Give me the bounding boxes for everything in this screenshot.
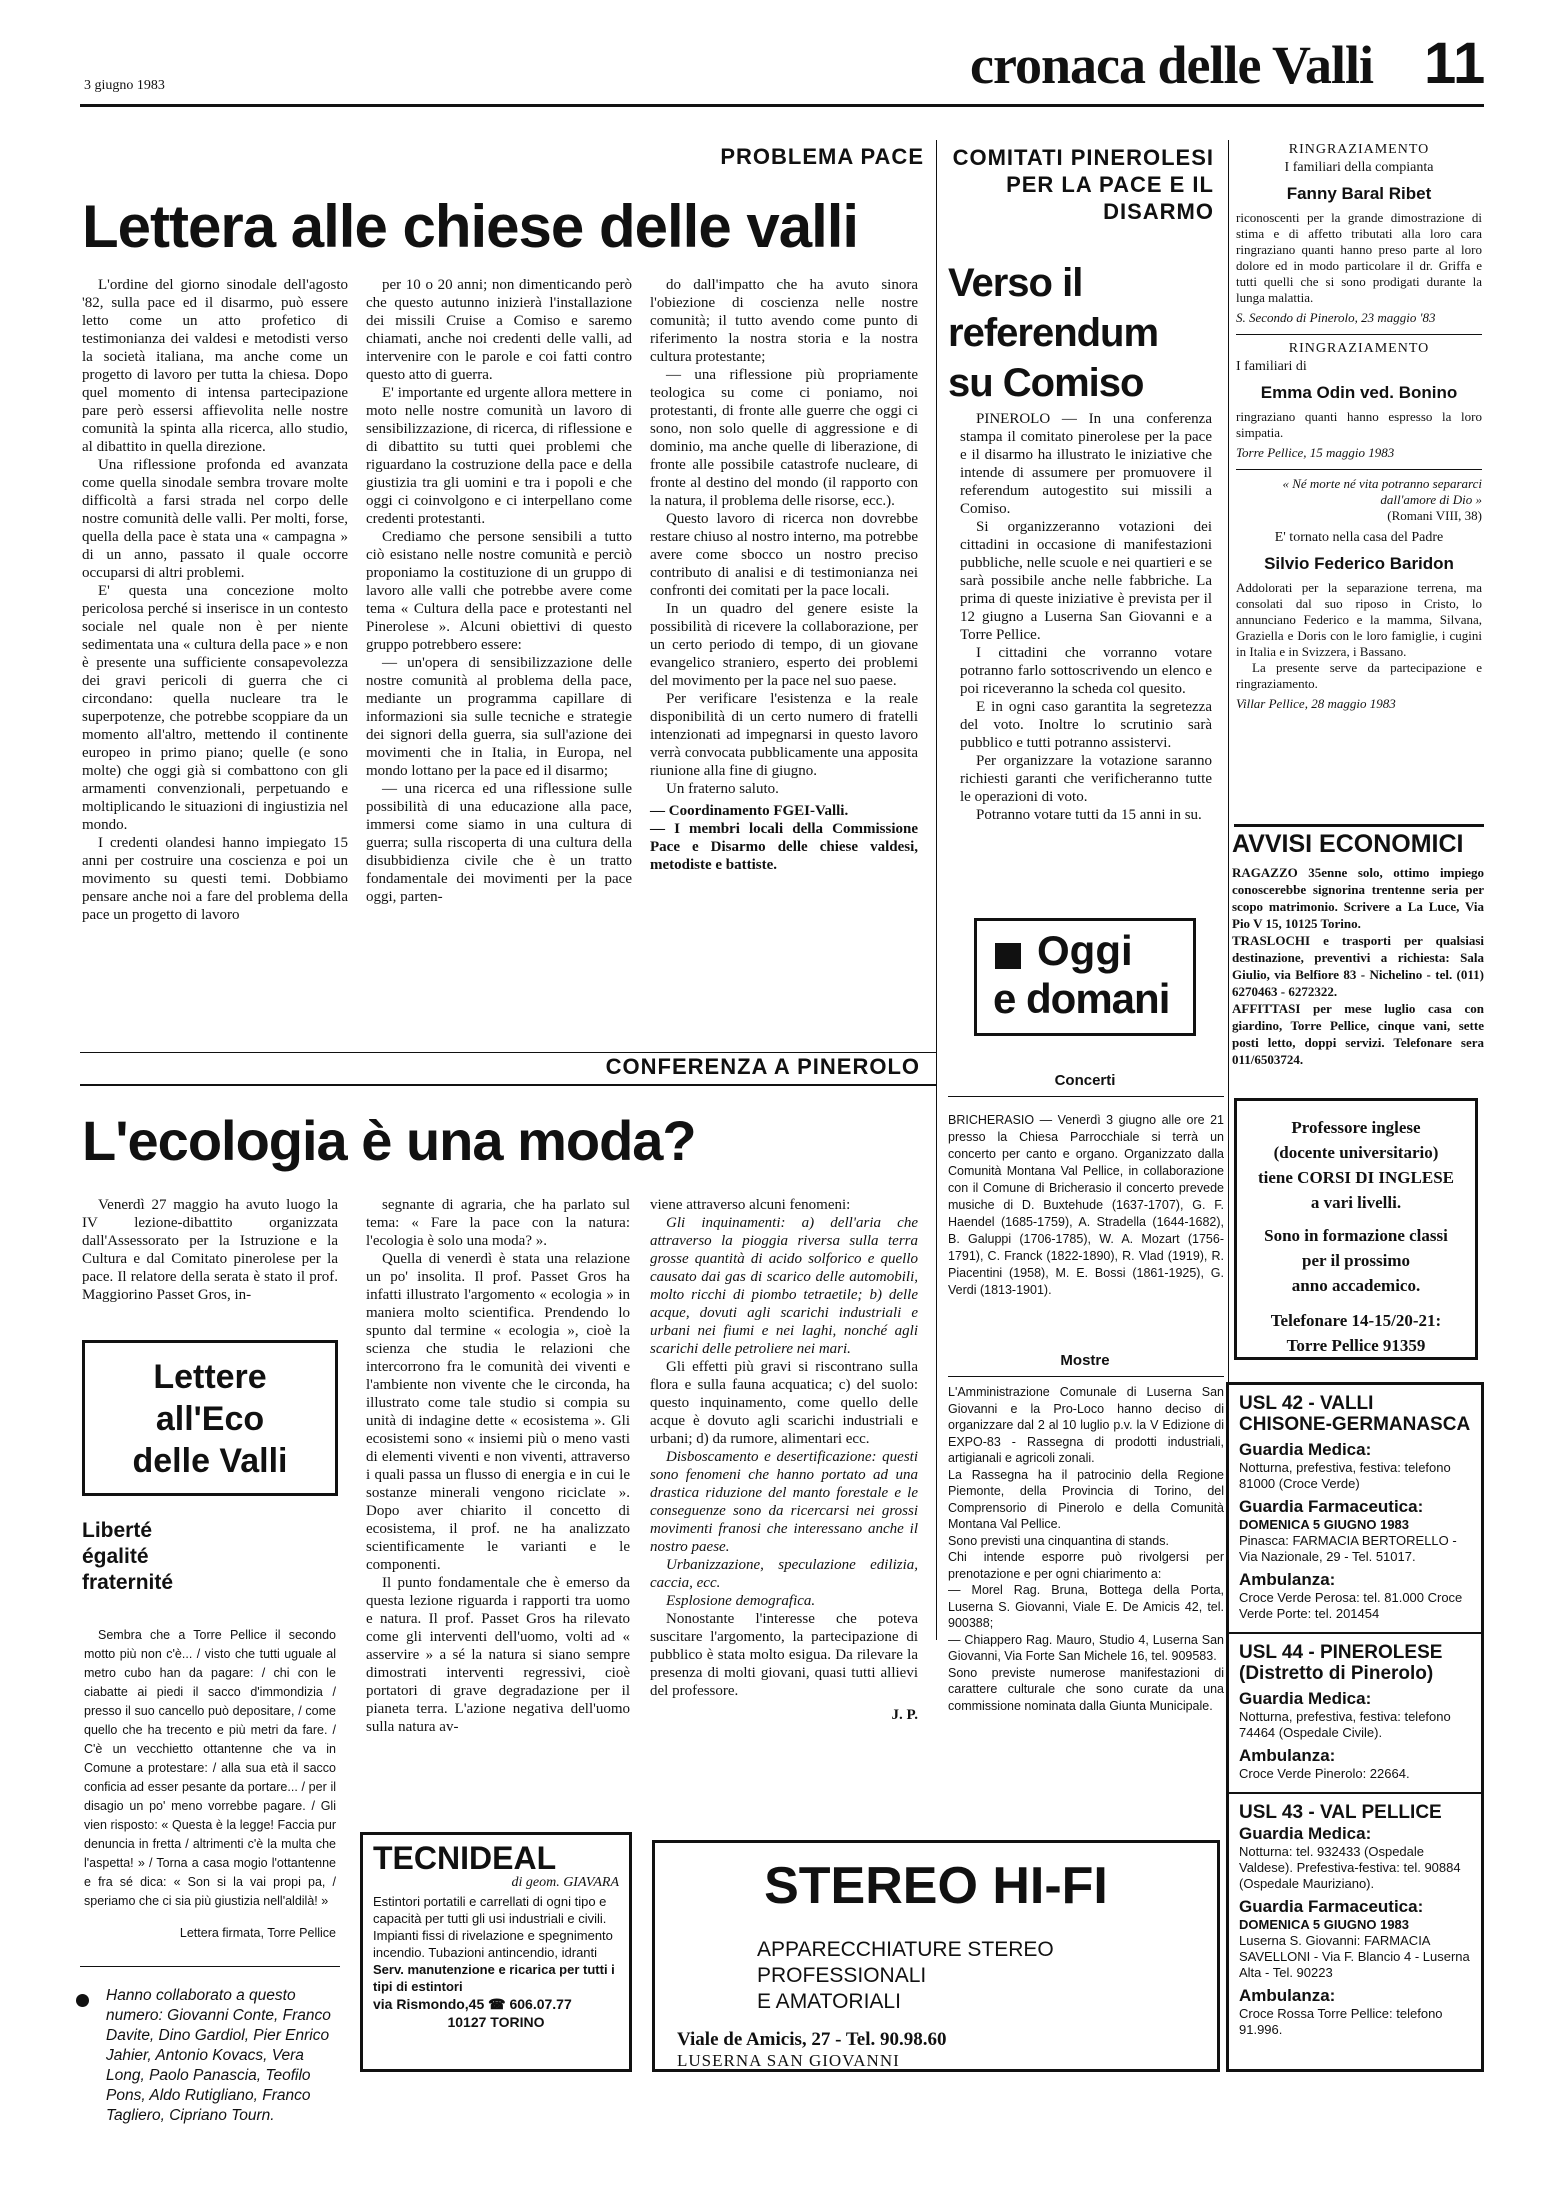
oggi-title: Oggi (1037, 927, 1133, 974)
english-course-ad: Professore inglese (docente universitario) tiene CORSI DI INGLESE a vari livelli. Sono in formazione classi per il prossimo anno accademico. Telefonare 14-15/20-21: Torre Pellice 91359 (1234, 1098, 1478, 1360)
masthead-section: cronaca delle Valli (970, 35, 1374, 95)
article2-title: Verso il referendum su Comiso (948, 261, 1159, 405)
article3-title: L'ecologia è una moda? (82, 1109, 696, 1172)
usl-box: USL 42 - VALLI CHISONE-GERMANASCA Guardia Medica: Notturna, prefestiva, festiva: telefono 81000 (Croce Verde) Guardia Farmaceutica: DOMENICA 5 GIUGNO 1983 Pinasca: FARMACIA BERTORELLO - Via Nazionale, 29 - Tel. 51017. Ambulanza: Croce Verde Perosa: tel. 81.000 Croce Verde Porte: tel. 201454 USL 44 - PINEROLESE (Distretto di Pinerolo) Guardia Medica: Notturna, prefestiva, festiva: telefono 74464 (Ospedale Civile). Ambulanza: Croce Verde Pinerolo: 22664. USL 43 - VAL PELLICE Guardia Medica: Notturna: tel. 932433 (Ospedale Valdese). Prefestiva-festiva: tel. 90884 (Ospedale Mauriziano). Guardia Farmaceutica: DOMENICA 5 GIUGNO 1983 Luserna S. Giovanni: FARMACIA SAVELLONI - Via F. Blancio 4 - Luserna Alta - Tel. 90223 Ambulanza: Croce Rossa Torre Pellice: telefono 91.996. (1226, 1382, 1484, 2072)
tecnideal-ad: TECNIDEAL di geom. GIAVARA Estintori portatili e carrellati di ogni tipo e capacità per tutti gli usi industriali e civili. Impianti fissi di rivelazione e spegnimento incendio. Tubazioni antincendio, idranti Serv. manutenzione e ricarica per tutti i tipi di estintori via Rismondo,45 ☎ 606.07.77 10127 TORINO (360, 1832, 632, 2072)
article1-col2: per 10 o 20 anni; non dimenticando però che questo autunno inizierà l'installazione dei missili Cruise a Comiso e saremo chiamati, anche noi credenti delle valli, ad intervenire con le parole e coi fatti contro questo atto di guerra. E' importante ed urgente allora mettere in moto nelle nostre comunità un lavoro di sensibilizzazione, di ricerca, di riflessione e di dibattito su tutti quei problemi che riguardano la costruzione della pace e della giustizia tra gli uomini e tra i popoli e che oggi ci coinvolgono e ci interpellano come credenti protestanti. Crediamo che persone sensibili a tutto ciò esistano nelle nostre comunità e perciò proponiamo la costituzione di un gruppo di lavoro alle valli che potrebbe avere come tema « Cultura della pace e protestanti nel Pinerolese ». Alcuni obiettivi di questo gruppo potrebbero essere: — un'opera di sensibilizzazione delle nostre comunità al problema della pace, mediante un programma capillare di informazioni sia sulle tecniche e strategie dei signori della guerra, sia sull'azione dei movimenti che in Italia, in Europa, nel mondo lottano per la pace ed il disarmo; — una ricerca ed una riflessione sulle possibilità di una educazione alla pace, immersi come siamo in una cultura di guerra; sulla riscoperta di una cultura della disubbidienza civile che è un tratto fondamentale dei movimenti per la pace oggi, parten- (366, 277, 632, 905)
oggi-domani-box (974, 918, 1196, 1036)
lettere-subtitle: Liberté égalité fraternité (82, 1519, 174, 1594)
concerts-header: Concerti (1054, 1072, 1116, 1089)
article1-signature1: — Coordinamento FGEI-Valli. (650, 803, 849, 819)
ring2-name: Emma Odin ved. Bonino (1260, 383, 1458, 402)
article3-kicker: CONFERENZA A PINEROLO (605, 1054, 920, 1079)
article2-kicker: COMITATI PINEROLESI PER LA PACE E IL DISARMO (952, 145, 1214, 224)
article1-kicker: PROBLEMA PACE (720, 144, 924, 169)
concerts-text: BRICHERASIO — Venerdì 3 giugno alle ore 21 presso la Chiesa Parrocchiale si terrà un concerto per canto e organo. Organizzato dalla Comunità Montana Val Pellice, in collaborazione con il Comune di Bricherasio il concerto prevede musiche di D. Buxtehude (1637-1707), G. F. Haendel (1685-1759), A. Stradella (1644-1682), B. Galuppi (1706-1785), W. A. Mozart (1756-1791), C. Franck (1822-1890), R. Vlad (1919), R. Piacentini (1958), M. E. Bossi (1861-1925), G. Verdi (1813-1901). (948, 1113, 1224, 1297)
masthead-rule (80, 104, 1484, 107)
classifieds-title: AVVISI ECONOMICI (1232, 830, 1464, 858)
classifieds-list: RAGAZZO 35enne solo, ottimo impiego conoscerebbe signorina trentenne seria per scopo matrimonio. Scrivere a La Luce, Via Pio V 15, 10125 Torino. TRASLOCHI e trasporti per qualsiasi destinazione, preventivi a richiesta: Sala Giulio, via Belfiore 83 - Nichelino - tel. (011) 6270463 - 6272322. AFFITTASI per mese luglio casa con giardino, Torre Pellice, cinque vani, sette posti letto, doppi servizi. Telefonare sera 011/6503724. (1232, 865, 1485, 1067)
mostre-text: L'Amministrazione Comunale di Luserna San Giovanni e la Pro-Loco hanno deciso di organizzare dal 2 al 10 luglio p.v. la V Edizione di EXPO-83 - Rassegna di prodotti industriali, artigianali e agricoli zonali. La Rassegna ha il patrocinio della Regione Piemonte, della Provincia di Torino, del Comprensorio di Pinerolo e della Comunità Montana Val Pellice. Sono previsti una cinquantina di stands. Chi intende esporre può rivolgersi per prenotazione e per ogni chiarimento a: — Morel Rag. Bruna, Bottega della Porta, Luserna S. Giovanni, Viale E. De Amicis 42, tel. 900388; — Chiappero Rag. Mauro, Studio 4, Luserna San Giovanni, Via Forte San Michele 16, tel. 909583. Sono previste numerose manifestazioni di carattere culturale che sono curate da una commissione nominata dalla Giunta Municipale. (948, 1385, 1224, 1713)
article3-col2: segnante di agraria, che ha parlato sul tema: « Fare la pace con la natura: l'ecologia è solo una moda? ». Quella di venerdì è stata una relazione un po' insolita. Il prof. Passet Gros ha infatti illustrato l'argomento « ecologia » in maniera molto scientifica. Prendendo lo spunto dal termine « ecologia », cioè la scienza che studia le relazioni che intercorrono fra le comunità dei viventi e l'ambiente non vivente che le circonda, ha illustrato come tale studio si compia su unità di indagine dette « ecosistema ». Gli ecosistemi sono « insiemi più o meno vasti di elementi viventi e non viventi, attraverso i quali passa un flusso di energia e in cui le sostanze minerali vengono riciclate ». Dopo aver chiarito il concetto di ecosistema, il prof. ne ha analizzato scientificamente le varianti e le componenti. Il punto fondamentale che è emerso da questa lezione riguarda i rapporti tra uomo e natura. Il prof. Passet Gros ha rilevato come gli interventi dell'uomo, volti ad « asservire » a sé la natura si siano sempre dimostrati interventi regressivi, cioè portatori di grave degradazione per il pianeta terra. L'azione negativa dell'uomo sulla natura av- (366, 1197, 630, 1735)
ring1-name: Fanny Baral Ribet (1286, 184, 1432, 203)
article1-col1: L'ordine del giorno sinodale dell'agosto '82, sulla pace ed il disarmo, può essere letto come un atto profetico di testimonianza dei valdesi e metodisti verso la società italiana, ma anche come un progetto di lavoro per tutta la chiesa. Dopo quel momento di intensa partecipazione pare però essersi affievolita nelle nostre comunità la spinta alla ricerca, allo studio, al dibattito in quella direzione. Una riflessione profonda ed avanzata come quella sinodale sembra trovare molte difficoltà a farsi strada nel corpo delle nostre comunità delle valli. Per molti, forse, quella della pace è stata una « campagna » di un anno, passato il quale occorre occuparsi di altri problemi. E' questa una concezione molto pericolosa perché si inserisce in un contesto sociale nel quale non è per niente sedimentata una « cultura della pace » e non è presente una sufficiente consapevolezza dei gravi pericoli di guerra che ci circondano: quella nucleare tra le superpotenze, che potrebbe scoppiare da un momento all'altro, mettendo il continente europeo in primo piano; quelle (e sono molte) che oggi già si combattono con gli armamenti convenzionali, perpetuando e moltiplicando le situazioni di ingiustizia nel mondo. I credenti olandesi hanno impiegato 15 anni per costruire una coscienza e poi un movimento su questi temi. Dobbiamo pensare anche noi a fare del problema della pace un progetto di lavoro (82, 277, 348, 923)
article3-col3: viene attraverso alcuni fenomeni: Gli inquinamenti: a) dell'aria che attraverso la pioggia riversa sulla terra grosse quantità di acido solforico e quello causato dai gas di scarico delle automobili, molto ricchi di piombo tetraetile; b) delle acque, dovuti agli scarichi industriali e urbani nei fiumi e nei laghi, nonché agli scarichi delle petroliere nei mari. Gli effetti più gravi si riscontrano sulla flora e sulla fauna acquatica; c) del suolo: questo inquinamento, come quello delle acque è dovuto agli scarichi industriali e urbani; d) da rumore, alimentari ecc. Disboscamento e desertificazione: questi sono fenomeni che hanno portato ad una drastica riduzione del manto forestale e le conseguenze sono da ricercarsi nei grossi movimenti franosi che interessano anche il nostro paese. Urbanizzazione, speculazione edilizia, caccia, ecc. Esplosione demografica. Nonostante l'interesse che poteva suscitare l'argomento, la partecipazione di pubblico è stata molto esigua. Da rilevare la presenza di molti giovani, quasi tutti allievi del professore. J. P. (650, 1197, 918, 1723)
notices-column: RINGRAZIAMENTO I familiari della compianta Fanny Baral Ribet riconoscenti per la grande dimostrazione di stima e di affetto tributati alla loro cara ringraziano quanti hanno preso parte al loro dolore ed in modo particolare il dr. Griffa e tutti quelli che si sono prodigati durante la lunga malattia. S. Secondo di Pinerolo, 23 maggio '83 RINGRAZIAMENTO I familiari di Emma Odin ved. Bonino ringraziano quanti hanno espresso la loro simpatia. Torre Pellice, 15 maggio 1983 « Né morte né vita potranno separarci dall'amore di Dio » (Romani VIII, 38) E' tornato nella casa del Padre Silvio Federico Baridon Addolorati per la separazione terrena, ma consolati dal suo riposo in Cristo, lo annunciano Federico e la mamma, Silvana, Graziella e Doris con le loro famiglie, i cugini in Italia e in Svizzera, i Bassano. La presente serve da partecipazione e ringraziamento. Villar Pellice, 28 maggio 1983 (1236, 142, 1482, 711)
death-name: Silvio Federico Baridon (1264, 554, 1454, 573)
classifieds-top-rule (1234, 824, 1484, 827)
masthead-page-number: 11 (1424, 31, 1486, 96)
lettere-body: Sembra che a Torre Pellice il secondo motto più non c'è... / visto che tutti uguale al metro cubo han da pagare: / chi con le ciabatte ai piedi il sacco d'immondizia / presso il suo cancello può depositare, / come quello che ha trecento e più metri da fare. / C'è un vecchietto ottantenne che va in Comune a protestare: / alla sua età il sacco conficia ad esser pesante da portare... / per il disagio un po' meno vorrebbe pagare. / Gli vien risposto: « Questa è la legge! Faccia pur denuncia in fretta / altrimenti c'è la multa che l'aspetta! » / Torna a casa mogio l'ottantenne e fra sé dica: « Son si la vai propi pa, / speriamo che ci sia più giustizia nell'aldilà! » (84, 1628, 336, 1908)
article1-signature2: — I membri locali della Commissione Pace e Disarmo delle chiese valdesi, metodiste e battiste. (650, 821, 918, 873)
square-bullet-icon (995, 943, 1021, 969)
article2-body: PINEROLO — In una conferenza stampa il comitato pinerolese per la pace e il disarmo ha illustrato le iniziative che intende di assumere per promuovere il referendum autogestito sui missili a Comiso. Si organizzeranno votazioni dei cittadini in occasione di manifestazioni pubbliche, nelle scuole e nei quartieri e se sarà possibile anche nelle fabbriche. La prima di queste iniziative è prevista per il 12 giugno a Luserna San Giovanni e a Torre Pellice. I cittadini che vorranno votare potranno farlo sottoscrivendo un elenco e poi riceveranno la scheda col quesito. E in ogni caso garantita la segretezza del voto. Inoltre lo scrutinio sarà pubblico e tutti potranno assistervi. Per organizzare la votazione saranno richiesti garanti che verificheranno tutte le operazioni di voto. Potranno votare tutti da 15 anni in su. (960, 411, 1212, 823)
domani-title: e domani (993, 975, 1170, 1022)
collab-rule (80, 1966, 340, 1967)
lettere-box: Lettere all'Eco delle Valli (82, 1340, 338, 1496)
article1-title: Lettera alle chiese delle valli (82, 193, 859, 260)
article3-author: J. P. (891, 1707, 918, 1723)
bullet-icon (76, 1994, 89, 2007)
mostre-rule (948, 1376, 1224, 1377)
masthead-date: 3 giugno 1983 (84, 78, 165, 93)
article3-col1: Venerdì 27 maggio ha avuto luogo la IV lezione-dibattito organizzata dall'Assessorato per la Istruzione e la Cultura e dal Comitato pinerolese per la pace. Il relatore della serata è stato il prof. Maggiorino Passet Gros, in- (82, 1197, 338, 1303)
column-rule-1 (936, 140, 937, 1640)
mostre-header: Mostre (1060, 1352, 1110, 1369)
article3-top-rule (80, 1052, 936, 1053)
article1-col3: do dall'impatto che ha avuto sinora l'obiezione di coscienza nelle nostre comunità; il tutto avendo come punto di riferimento la nostra storia e la nostra cultura protestante; — una riflessione più propriamente teologica su come ci poniamo, noi protestanti, di fronte alle guerre che oggi ci sono, non solo quelle di aggressione e di dominio, ma anche quelle di liberazione, di fronte alle possibile catastrofe nucleare, di fronte al destino del mondo (il rapporto con la natura, il problema delle risorse, ecc.). Questo lavoro di ricerca non dovrebbe restare chiuso al nostro interno, ma potrebbe avere come sbocco un nostro preciso contributo di analisi e di testimonianza nei confronti dei comitati per la pace locali. In un quadro del genere esiste la possibilità di ricevere la collaborazione, per un certo periodo di tempo, di un giovane evangelico straniero, esperto dei problemi del movimento per la pace nel suo paese. Per verificare l'esistenza e la reale disponibilità di un certo numero di fratelli intenzionati ad impegnarsi in questo lavoro verrà convocata pubblicamente una apposita riunione alla fine di giugno. Un fraterno saluto. — Coordinamento FGEI-Valli. — I membri locali della Commissione Pace e Disarmo delle chiese valdesi, metodiste e battiste. (650, 277, 918, 873)
lettere-signature: Lettera firmata, Torre Pellice (179, 1926, 336, 1940)
article3-kicker-rule (80, 1084, 936, 1086)
collab-text: Hanno collaborato a questo numero: Giovanni Conte, Franco Davite, Dino Gardiol, Pier Enrico Jahier, Antonio Kovacs, Vera Long, Paolo Panascia, Teofilo Pons, Aldo Rutigliano, Franco Tagliero, Cipriano Tourn. (106, 1987, 331, 2124)
concerts-rule (948, 1096, 1224, 1097)
stereo-hifi-ad: STEREO HI-FI APPARECCHIATURE STEREO PROFESSIONALI E AMATORIALI Viale de Amicis, 27 - Tel. 90.98.60 LUSERNA SAN GIOVANNI (652, 1840, 1220, 2072)
